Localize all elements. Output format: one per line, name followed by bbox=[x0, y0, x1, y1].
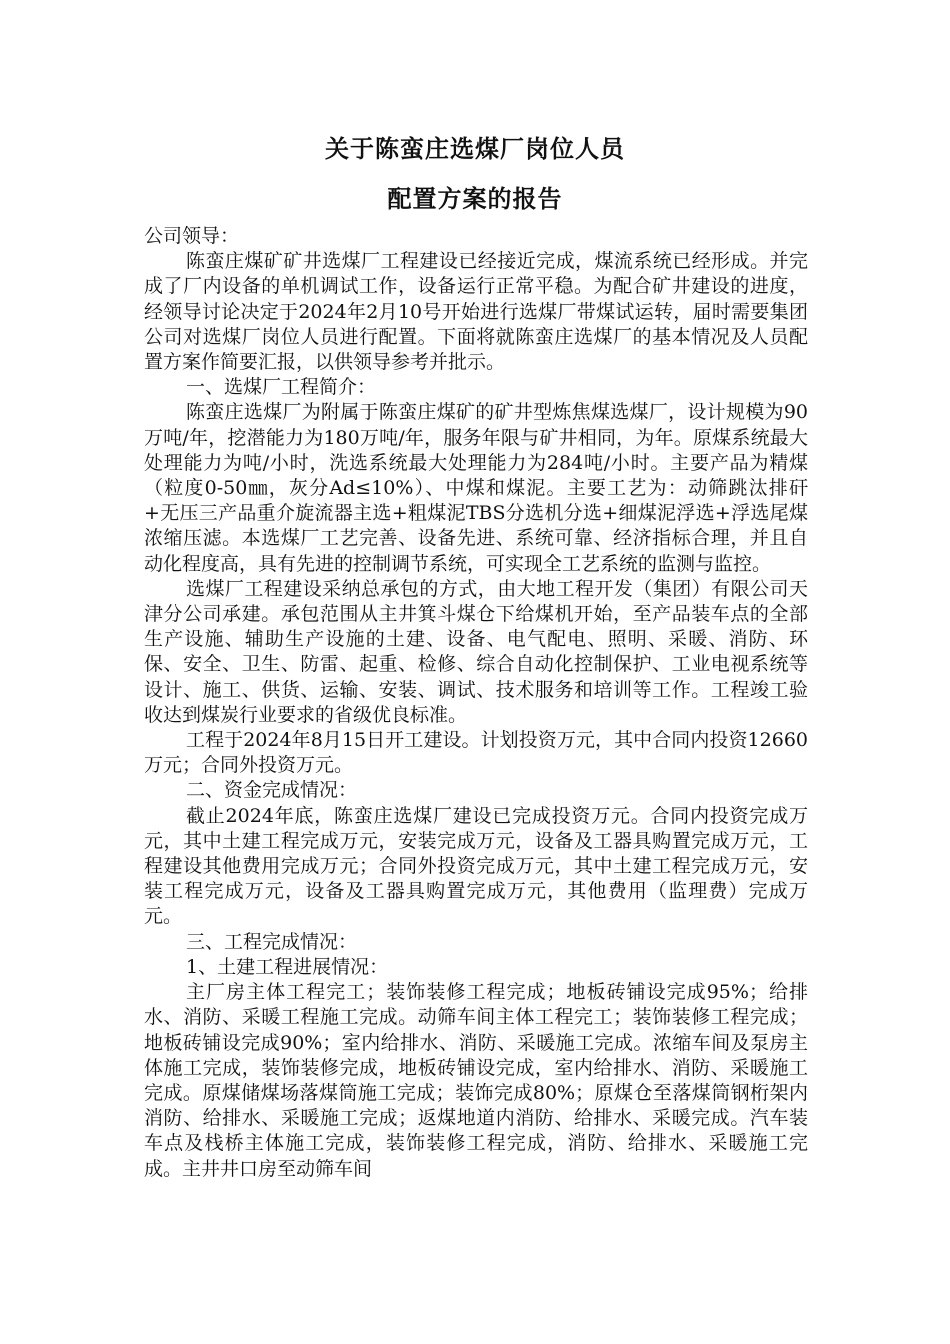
section-heading-3: 三、工程完成情况： bbox=[186, 930, 358, 953]
paragraph-project-overview: 陈蛮庄选煤厂为附属于陈蛮庄煤矿的矿井型炼焦煤选煤厂，设计规模为90万吨/年，挖潜能力为180万吨/年，服务年限与矿井相同，为年。原煤系统最大处理能力为吨/小时，洗选系统最大处理能力为284吨/小时。主要产品为精煤（粒度0-50㎜，灰分Ad≤10%）、中煤和煤泥。主要工艺为：动筛跳汰排矸+无压三产品重介旋流器主选+粗煤泥TBS分选机分选+细煤泥浮选+浮选尾煤浓缩压滤。本选煤厂工艺完善、设备先进、系统可靠、经济指标合理，并且自动化程度高，具有先进的控制调节系统，可实现全工艺系统的监测与监控。 bbox=[144, 401, 808, 575]
document-title-line-1: 关于陈蛮庄选煤厂岗位人员 bbox=[325, 135, 625, 163]
salutation: 公司领导： bbox=[144, 225, 240, 247]
paragraph-funding-status: 截止2024年底，陈蛮庄选煤厂建设已完成投资万元。合同内投资完成万元，其中土建工程完成万元，安装完成万元，设备及工器具购置完成万元，工程建设其他费用完成万元；合同外投资完成万元，其中土建工程完成万元，安装工程完成万元，设备及工器具购置完成万元，其他费用（监理费）完成万元。 bbox=[144, 804, 808, 928]
document-title-line-2: 配置方案的报告 bbox=[387, 185, 563, 213]
paragraph-intro: 陈蛮庄煤矿矿井选煤厂工程建设已经接近完成，煤流系统已经形成。并完成了厂内设备的单机调试工作，设备运行正常平稳。为配合矿井建设的进度，经领导讨论决定于2024年2月10号开始进行选煤厂带煤试运转，届时需要集团公司对选煤厂岗位人员进行配置。下面将就陈蛮庄选煤厂的基本情况及人员配置方案作简要汇报，以供领导参考并批示。 bbox=[144, 250, 808, 374]
paragraph-investment-plan: 工程于2024年8月15日开工建设。计划投资万元，其中合同内投资12660万元；合同外投资万元。 bbox=[144, 729, 808, 777]
document-body bbox=[144, 224, 808, 1182]
subsection-heading-1: 1、土建工程进展情况： bbox=[186, 955, 389, 978]
paragraph-contracting: 选煤厂工程建设采纳总承包的方式，由大地工程开发（集团）有限公司天津分公司承建。承包范围从主井箕斗煤仓下给煤机开始，至产品装车点的全部生产设施、辅助生产设施的土建、设备、电气配电、照明、采暖、消防、环保、安全、卫生、防雷、起重、检修、综合自动化控制保护、工业电视系统等设计、施工、供货、运输、安装、调试、技术服务和培训等工作。工程竣工验收达到煤炭行业要求的省级优良标准。 bbox=[144, 577, 808, 726]
paragraph-civil-works: 主厂房主体工程完工；装饰装修工程完成；地板砖铺设完成95%；给排水、消防、采暖工程施工完成。动筛车间主体工程完工；装饰装修工程完成；地板砖铺设完成90%；室内给排水、消防、采暖施工完成。浓缩车间及泵房主体施工完成，装饰装修完成，地板砖铺设完成，室内给排水、消防、采暖施工完成。原煤储煤场落煤筒施工完成；装饰完成80%；原煤仓至落煤筒钢桁架内消防、给排水、采暖施工完成；返煤地道内消防、给排水、采暖完成。汽车装车点及栈桥主体施工完成，装饰装修工程完成，消防、给排水、采暖施工完成。主井井口房至动筛车间 bbox=[144, 981, 808, 1180]
section-heading-1: 一、选煤厂工程简介： bbox=[186, 376, 377, 399]
section-heading-2: 二、资金完成情况： bbox=[186, 779, 358, 802]
